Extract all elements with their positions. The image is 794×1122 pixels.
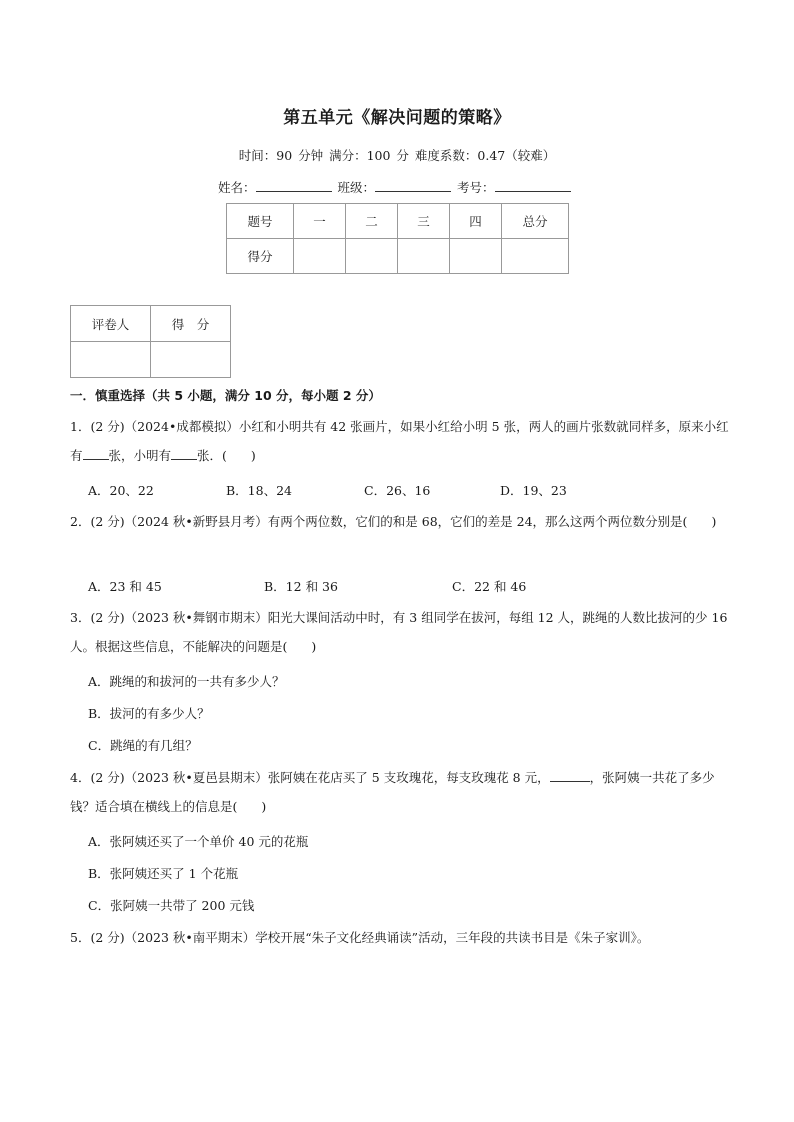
question-4-blank[interactable] (550, 769, 590, 782)
question-1 (70, 412, 730, 470)
header-cell: 总分 (502, 204, 569, 239)
question-4 (70, 763, 730, 821)
header-cell: 三 (398, 204, 450, 239)
score-table-score-row (227, 239, 569, 274)
score-cell[interactable] (294, 239, 346, 274)
question-3-option-b[interactable]: B．拔河的有多少人？ (88, 706, 210, 721)
grader-table-input-row (71, 342, 231, 378)
header-cell: 题号 (227, 204, 294, 239)
exam-meta: 时间：90 分钟 满分：100 分 难度系数：0.47（较难） (238, 148, 556, 163)
question-4-text-end: ，张阿姨一共花了多少钱？适合填在横线上的信息是( (70, 770, 715, 814)
header-cell: 四 (450, 204, 502, 239)
header-cell: 二 (346, 204, 398, 239)
header-cell: 一 (294, 204, 346, 239)
question-5 (70, 923, 750, 952)
question-2-option-b[interactable]: B．12 和 36 (264, 579, 338, 594)
score-table-header-row (227, 204, 569, 239)
question-1-text: 1．(2 分)（2024•成都模拟）小红和小明共有 42 张画片，如果小红给小明 5 张，两人的画片张数就同样多，原来小红有 (70, 419, 729, 463)
exam-no-blank[interactable] (495, 179, 571, 192)
question-2-option-c[interactable]: C．22 和 46 (452, 579, 527, 594)
close-paren: ) (250, 448, 256, 463)
class-blank[interactable] (375, 179, 451, 192)
score-row-label: 得分 (227, 239, 294, 274)
question-2-text: 2．(2 分)（2024 秋•新野县月考）有两个两位数，它们的和是 68，它们的差是 24，那么这两个两位数分别是( (70, 514, 688, 529)
question-1-option-b[interactable]: B．18、24 (226, 483, 292, 498)
grader-table-header-row (71, 306, 231, 342)
question-4-option-b[interactable]: B．张阿姨还买了 1 个花瓶 (88, 866, 239, 881)
class-label: 班级： (337, 180, 376, 195)
grader-score-cell[interactable] (151, 342, 231, 378)
question-1-blank-2[interactable] (171, 447, 197, 460)
score-cell[interactable] (346, 239, 398, 274)
question-1-option-a[interactable]: A．20、22 (88, 483, 154, 498)
grader-cell[interactable] (71, 342, 151, 378)
name-blank[interactable] (256, 179, 332, 192)
question-4-text: 4．(2 分)（2023 秋•夏邑县期末）张阿姨在花店买了 5 支玫瑰花，每支玫瑰花 8 元， (70, 770, 550, 785)
question-3-option-a[interactable]: A．跳绳的和拔河的一共有多少人？ (88, 674, 285, 689)
close-paren: ) (711, 514, 717, 529)
question-1-option-d[interactable]: D．19、23 (500, 483, 567, 498)
name-label: 姓名： (218, 180, 256, 195)
grader-label: 评卷人 (71, 306, 151, 342)
question-5-text: 5．(2 分)（2023 秋•南平期末）学校开展“朱子文化经典诵读”活动，三年段的共读书目是《朱子家训》。 (70, 930, 650, 945)
close-paren: ) (261, 799, 267, 814)
question-3-option-c[interactable]: C．跳绳的有几组？ (88, 738, 198, 753)
grader-table (70, 305, 231, 378)
question-1-option-c[interactable]: C．26、16 (364, 483, 431, 498)
grader-score-label: 得 分 (151, 306, 231, 342)
question-2 (70, 507, 730, 536)
score-table (226, 203, 569, 274)
score-cell-total[interactable] (502, 239, 569, 274)
score-cell[interactable] (450, 239, 502, 274)
question-2-option-a[interactable]: A．23 和 45 (88, 579, 162, 594)
question-3 (70, 603, 730, 661)
question-4-option-c[interactable]: C．张阿姨一共带了 200 元钱 (88, 898, 255, 913)
student-info (218, 178, 598, 196)
close-paren: ) (311, 639, 317, 654)
question-1-blank-1[interactable] (83, 447, 109, 460)
section-heading-1: 一．慎重选择（共 5 小题，满分 10 分，每小题 2 分） (70, 388, 381, 403)
question-1-text-end: 张．( (197, 448, 227, 463)
score-cell[interactable] (398, 239, 450, 274)
question-3-text: 3．(2 分)（2023 秋•舞钢市期末）阳光大课间活动中时，有 3 组同学在拔河，每组 12 人，跳绳的人数比拔河的少 16 人。根据这些信息，不能解决的问题是( (70, 610, 728, 654)
exam-no-label: 考号： (457, 180, 495, 195)
question-1-text-mid: 张，小明有 (108, 448, 172, 463)
page-title: 第五单元《解决问题的策略》 (283, 108, 511, 128)
question-4-option-a[interactable]: A．张阿姨还买了一个单价 40 元的花瓶 (88, 834, 309, 849)
